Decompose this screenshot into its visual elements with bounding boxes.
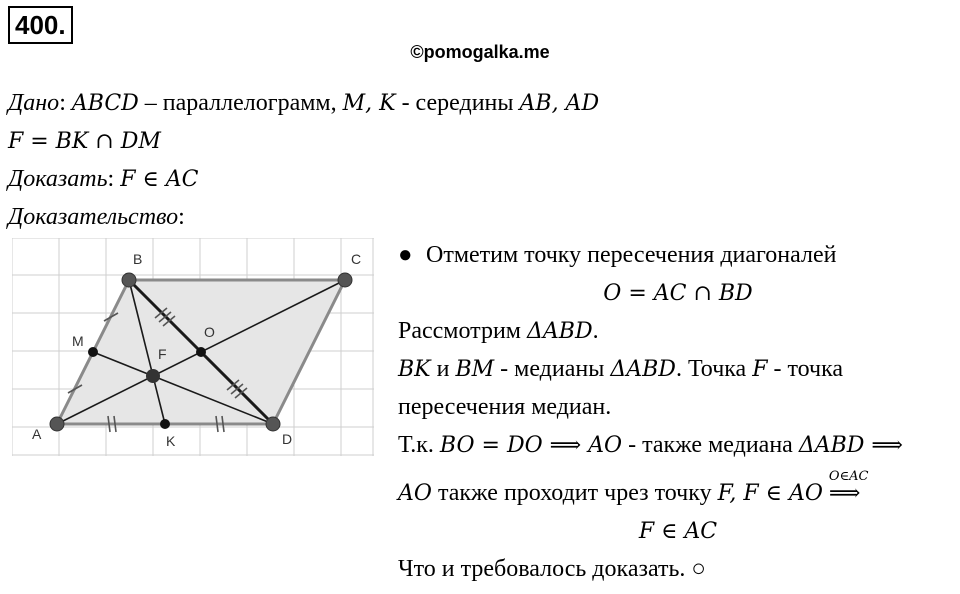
point-m — [88, 347, 98, 357]
implies-arrow: O∈AC ⟹ — [828, 469, 869, 506]
prove-line: Доказать: F ∈ AC — [8, 166, 199, 192]
watermark: ©pomogalka.me — [410, 42, 550, 62]
problem-number: 400. — [8, 6, 73, 44]
given-text2: - середины — [395, 90, 520, 116]
point-o — [196, 347, 206, 357]
prove-label: Доказать — [8, 166, 108, 192]
given-line: Дано: ABCD – параллелограмм, M, K - середины AB, AD — [8, 90, 600, 116]
proof-line-1: ● Отметим точку пересечения диагоналей — [398, 242, 837, 268]
proof-label-line: Доказательство: — [8, 204, 185, 230]
point-k — [160, 419, 170, 429]
proof-line-7: AO также проходит чрез точку F, F ∈ AO O∈AC ⟹ — [398, 478, 860, 509]
parallelogram-figure — [12, 238, 374, 456]
point-d — [266, 417, 280, 431]
label-c: C — [351, 251, 362, 267]
prove-statement: F ∈ AC — [120, 167, 199, 192]
label-m: M — [72, 333, 84, 349]
label-k: K — [166, 433, 176, 449]
given-mk: M, K — [342, 91, 396, 116]
label-d: D — [282, 431, 293, 447]
point-b — [122, 273, 136, 287]
proof-line-5: пересечения медиан. — [398, 394, 612, 420]
label-b: B — [133, 251, 143, 267]
label-f: F — [158, 346, 167, 362]
point-a — [50, 417, 64, 431]
given-abcd: ABCD — [71, 91, 139, 116]
label-a: A — [32, 426, 42, 442]
point-f — [146, 369, 160, 383]
proof-line-6: Т.к. BO = DO ⟹ AO - также медиана ΔABD ⟹ — [398, 432, 903, 458]
bullet-icon: ● — [398, 242, 413, 268]
given-label: Дано — [8, 90, 60, 116]
proof-line-8: F ∈ AC — [638, 519, 718, 544]
proof-line-3: Рассмотрим ΔABD. — [398, 318, 599, 344]
given-f-line — [8, 126, 161, 157]
proof-line-4: BK и BM - медианы ΔABD. Точка F - точка — [398, 356, 844, 382]
point-c — [338, 273, 352, 287]
given-f-def: F = BK ∩ DM — [8, 129, 161, 154]
given-abad: AB, AD — [519, 91, 600, 116]
label-o: O — [204, 324, 215, 340]
proof-line-2: O = AC ∩ BD — [603, 281, 753, 306]
given-text1: – параллелограмм, — [138, 90, 343, 116]
proof-label: Доказательство — [8, 204, 179, 230]
qed-circle-icon: ○ — [691, 556, 706, 582]
proof-line-9: Что и требовалось доказать. ○ — [398, 556, 706, 582]
